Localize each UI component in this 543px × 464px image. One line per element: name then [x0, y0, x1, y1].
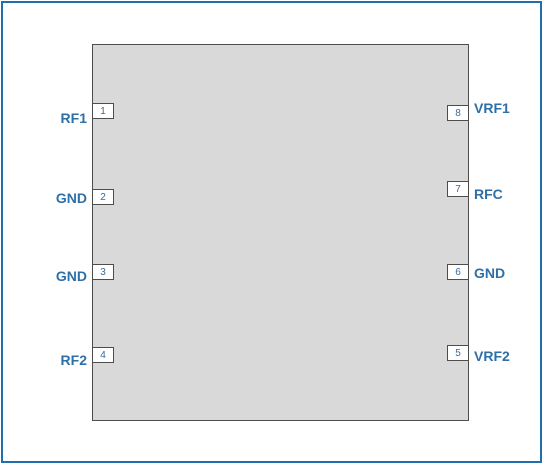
pin-2-label: GND — [55, 190, 87, 206]
pin-2-box: 2 — [92, 189, 114, 205]
pin-3-box: 3 — [92, 264, 114, 280]
pin-8-box: 8 — [447, 105, 469, 121]
pin-5-label: VRF2 — [474, 348, 510, 364]
pin-5-box: 5 — [447, 345, 469, 361]
pin-1-box: 1 — [92, 103, 114, 119]
chip-package-body — [92, 44, 469, 421]
pin-1-label: RF1 — [60, 110, 87, 126]
pin-6-box: 6 — [447, 264, 469, 280]
pin-7-box: 7 — [447, 181, 469, 197]
pin-4-box: 4 — [92, 347, 114, 363]
pin-7-label: RFC — [474, 186, 503, 202]
pin-3-label: GND — [55, 268, 87, 284]
pin-6-label: GND — [474, 265, 506, 281]
pin-4-label: RF2 — [60, 352, 87, 368]
pin-8-label: VRF1 — [474, 100, 510, 116]
